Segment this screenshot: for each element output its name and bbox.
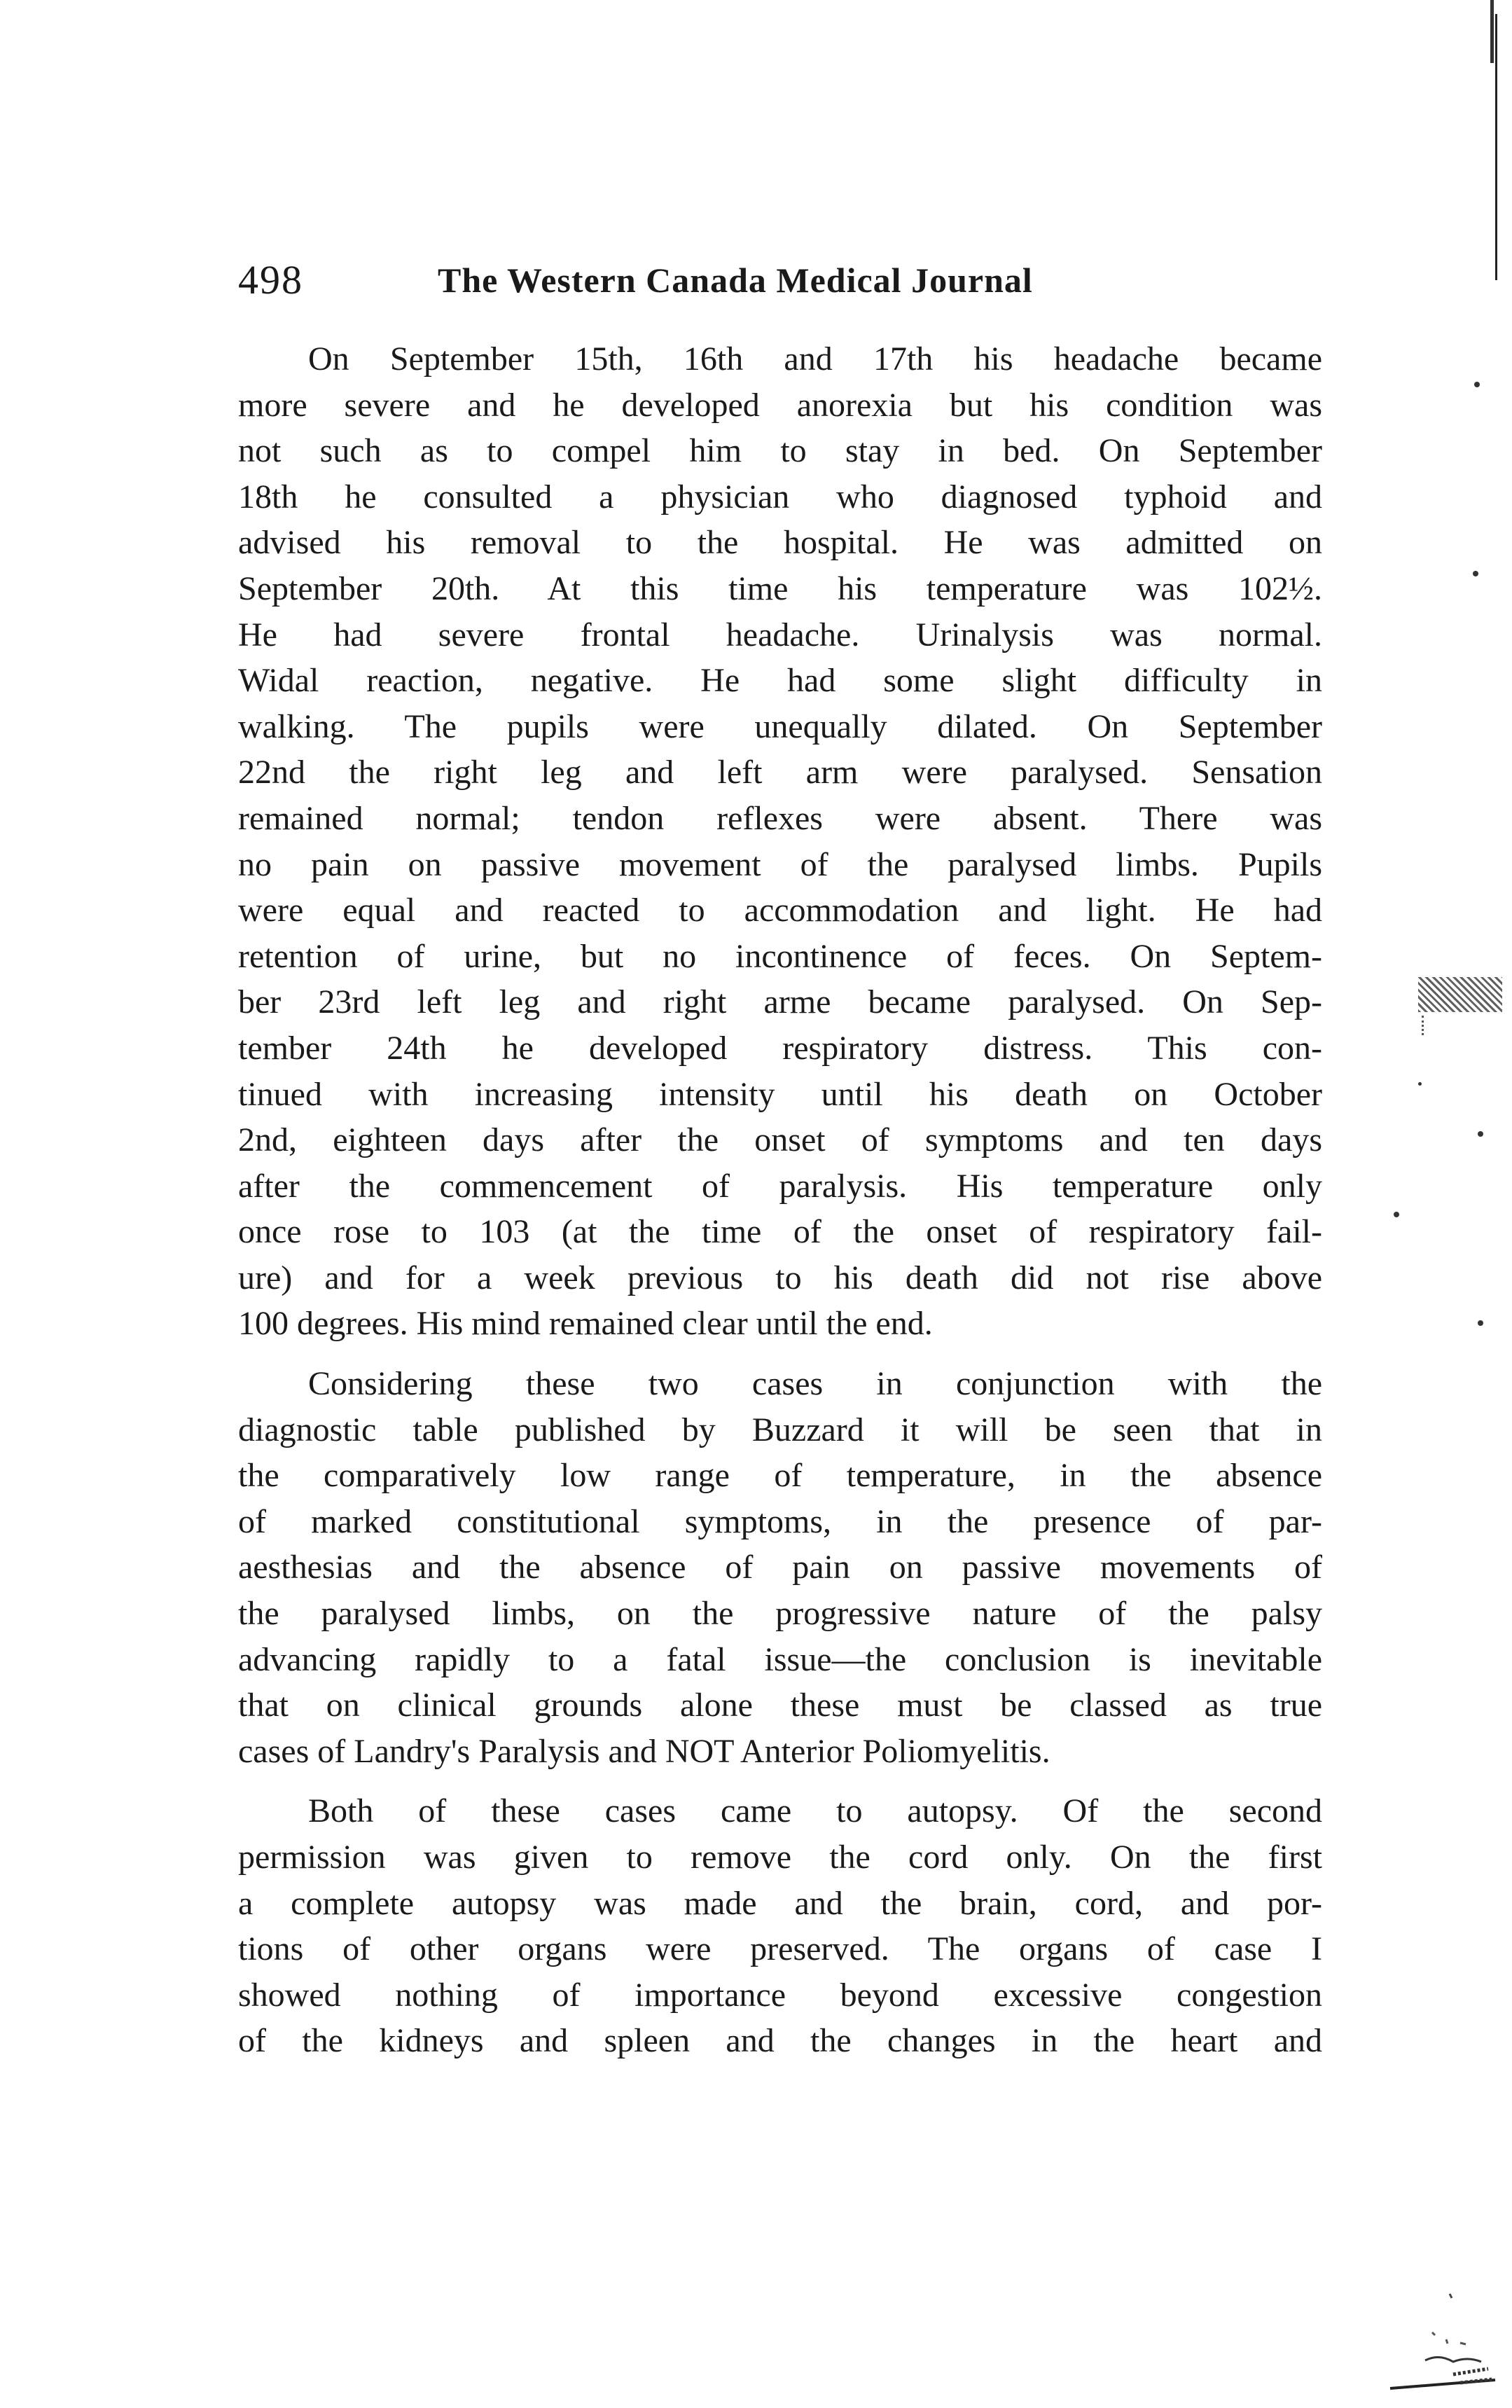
text-line: tions of other organs were preserved. The organs of case I <box>238 1930 1322 1968</box>
text-line: 18th he consulted a physician who diagnosed typhoid and <box>238 478 1322 515</box>
text-line: 100 degrees. His mind remained clear until the end. <box>238 1305 933 1343</box>
text-line: retention of urine, but no incontinence of feces. On Septem- <box>238 937 1322 975</box>
text-line: after the commencement of paralysis. His temperature only <box>238 1167 1322 1205</box>
scan-speck <box>1473 571 1478 576</box>
text-line: showed nothing of importance beyond excessive congestion <box>238 1976 1322 2014</box>
text-line: a complete autopsy was made and the brain, cord, and por- <box>238 1884 1322 1922</box>
text-line: Considering these two cases in conjunction with the <box>308 1365 1322 1403</box>
scan-speck <box>1394 1212 1399 1217</box>
text-line: once rose to 103 (at the time of the onset of respiratory fail- <box>238 1213 1322 1251</box>
text-line: Widal reaction, negative. He had some slight difficulty in <box>238 662 1322 700</box>
text-line: no pain on passive movement of the paralysed limbs. Pupils <box>238 845 1322 883</box>
text-line: of the kidneys and spleen and the changes in the heart and <box>238 2022 1322 2060</box>
text-line: not such as to compel him to stay in bed. On September <box>238 432 1322 470</box>
text-line: walking. The pupils were unequally dilated. On September <box>238 707 1322 745</box>
text-line: ure) and for a week previous to his death did not rise above <box>238 1259 1322 1296</box>
text-line: On September 15th, 16th and 17th his headache became <box>308 340 1322 378</box>
text-line: He had severe frontal headache. Urinalysis was normal. <box>238 616 1322 653</box>
text-line: the paralysed limbs, on the progressive nature of the palsy <box>238 1595 1322 1633</box>
scan-edge-rule <box>1495 14 1497 280</box>
text-line: permission was given to remove the cord only. On the first <box>238 1839 1322 1876</box>
text-line: 22nd the right leg and left arm were paralysed. Sensation <box>238 754 1322 791</box>
scan-speck <box>1418 1082 1422 1086</box>
paragraph <box>238 336 1322 1347</box>
running-head <box>238 249 1191 312</box>
stamp-dots <box>1422 1016 1438 1035</box>
text-line: tember 24th he developed respiratory distress. This con- <box>238 1029 1322 1067</box>
scan-speck <box>1474 382 1480 387</box>
paragraph <box>238 1361 1322 1774</box>
text-line: ber 23rd left leg and right arme became paralysed. On Sep- <box>238 983 1322 1021</box>
paragraph <box>238 1788 1322 2064</box>
text-line: tinued with increasing intensity until his death on October <box>238 1075 1322 1113</box>
text-line: were equal and reacted to accommodation and light. He had <box>238 892 1322 929</box>
library-stamp-fragment <box>1418 977 1502 1012</box>
text-line: cases of Landry's Paralysis and NOT Anterior Poliomyelitis. <box>238 1732 1050 1770</box>
scan-edge-mark <box>1490 0 1494 63</box>
text-line: more severe and he developed anorexia but his condition was <box>238 386 1322 424</box>
scan-speck <box>1478 1320 1483 1326</box>
text-line: advancing rapidly to a fatal issue—the conclusion is inevitable <box>238 1640 1322 1678</box>
text-line: September 20th. At this time his temperature was 102½. <box>238 569 1322 607</box>
journal-title: The Western Canada Medical Journal <box>438 261 1033 300</box>
text-line: Both of these cases came to autopsy. Of the second <box>308 1792 1322 1830</box>
text-line: aesthesias and the absence of pain on passive movements of <box>238 1549 1322 1586</box>
text-line: the comparatively low range of temperature, in the absence <box>238 1457 1322 1495</box>
scan-speck <box>1478 1131 1483 1137</box>
corner-scan-artifact <box>1383 2290 1499 2395</box>
text-line: diagnostic table published by Buzzard it will be seen that in <box>238 1411 1322 1448</box>
page-number: 498 <box>238 257 303 303</box>
text-line: advised his removal to the hospital. He was admitted on <box>238 524 1322 562</box>
text-line: 2nd, eighteen days after the onset of symptoms and ten days <box>238 1121 1322 1159</box>
text-line: that on clinical grounds alone these must be classed as true <box>238 1687 1322 1724</box>
article-body <box>238 336 1322 2078</box>
text-line: remained normal; tendon reflexes were absent. There was <box>238 799 1322 837</box>
text-line: of marked constitutional symptoms, in the presence of par- <box>238 1502 1322 1540</box>
